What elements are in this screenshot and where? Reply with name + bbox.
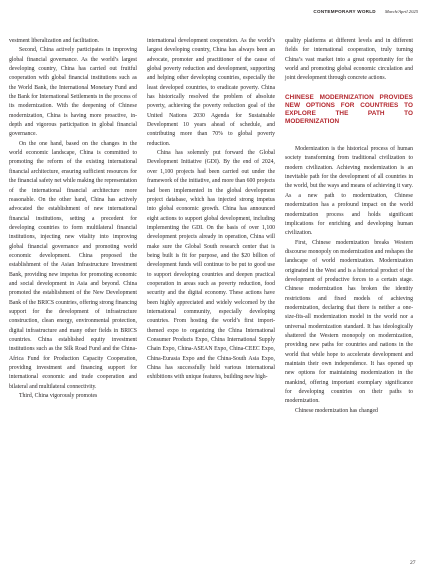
body-paragraph: quality platforms at different levels and in different fields for international cooperation, truly turning China’s vast market into a great opportunity for the world and promoting global economic circulation and joint development through concrete actions. <box>285 38 413 82</box>
body-paragraph: Third, China vigorously promotes <box>19 393 98 400</box>
text-column-right <box>285 37 413 416</box>
body-paragraph: vestment liberalization and facilitation. <box>9 38 100 44</box>
body-paragraph: Chinese modernization has changed <box>295 407 378 414</box>
body-paragraph: On the one hand, based on the changes in the world economic landscape, China is committed to promoting the reform of the existing international financial architecture, ensuring sufficient resources for the financial safety net while making the representation of the international financial architecture more reasonable. On the other hand, China has actively advocated the establishment of new international financial institutions, setting a precedent for developing countries to form multilateral financial institutions, injecting new vitality into improving global financial governance and promoting world economic development. China proposed the establishment of the Asian Infrastructure Investment Bank, providing new impetus for promoting economic and social development in Asia and beyond. China promoted the establishment of the New Development Bank of the BRICS countries, offering strong financing support for the development of infrastructure construction, clean energy, environmental protection, digital infrastructure and many other fields in BRICS countries. China established equity investment institutions such as the Silk Road Fund and the China-Africa Fund for Production Capacity Cooperation, providing investment and financing support for international economic and trade cooperation and bilateral and multilateral connectivity. <box>9 140 137 390</box>
publication-name: CONTEMPORARY WORLD <box>313 9 376 14</box>
page-number: 27 <box>410 560 416 566</box>
running-header <box>282 9 418 15</box>
body-paragraph: Modernization is the historical process of human society transforming from traditional civilization to modern civilization. Achieving modernization is an inevitable path for the development of all countries in the world, but the ways and means of achieving it vary. As a new path to modernization, Chinese modernization has a profound impact on the world modernization process and holds significant implications for enriching and developing human civilization. <box>285 146 413 237</box>
body-paragraph: Second, China actively participates in improving global financial governance. As the world’s largest developing country, China has carried out fruitful cooperation with global financial institutions such as the World Bank, the International Monetary Fund and the Bank for International Settlements in the process of its modernization. With the deepening of Chinese modernization, China is having more proactive, in-depth and vigorous participation in global financial governance. <box>9 47 137 138</box>
section-heading: CHINESE MODERNIZATION PROVIDES NEW OPTIONS FOR COUNTRIES TO EXPLORE THE PATH TO MODERNIZATION <box>285 93 413 125</box>
text-column-left <box>9 37 137 401</box>
body-paragraph: international development cooperation. As the world’s largest developing country, China has always been an advocate, promoter and practitioner of the cause of global poverty reduction and development, supporting and helping other developing countries, especially the least developed countries, to eradicate poverty. China has historically resolved the problem of absolute poverty, achieving the poverty reduction goal of the United Nations 2030 Agenda for Sustainable Development 10 years ahead of schedule, and contributing more than 70% to global poverty reduction. <box>147 38 275 147</box>
text-column-middle <box>147 37 275 383</box>
body-paragraph: China has solemnly put forward the Global Development Initiative (GDI). By the end of 2024, over 1,100 projects had been carried out under the framework of the initiative, and more than 600 projects had been implemented in the global development project database, which has injected strong impetus into global economic growth. China has announced eight actions to support global development, including implementing the GDI. On the basis of over 1,100 development projects already in operation, China will make sure the Global South research center that is being built is fit for purpose, and the $20 billion of development funds will continue to be put to good use to support developing countries and deepen practical cooperation in areas such as poverty reduction, food security and the digital economy. These actions have been highly appreciated and widely welcomed by the international community, especially developing countries. From hosting the world’s first import-themed expo to organizing the China International Consumer Products Expo, China International Supply Chain Expo, China-ASEAN Expo, China-CEEC Expo, China-Eurasia Expo and the China-South Asia Expo, China has successfully held various international exhibitions with unique features, building new high- <box>147 150 275 381</box>
body-paragraph: First, Chinese modernization breaks Western discourse monopoly on modernization and reshapes the landscape of world modernization. Modernization originated in the West and is a historical product of the development of productive forces to a certain stage. Chinese modernization has broken the identity restrictions and fixed models of achieving modernization, declaring that there is neither a one-size-fits-all modernization model in the world nor a universal modernization standard. It has ideologically shattered the Western monopoly on modernization, providing new paths for countries and nations in the world that while hope to accelerate development and maintain their own independence. It has opened up new options for maintaining modernization in the mankind, offering important exemplary significance for developing countries on their paths to modernization. <box>285 239 413 405</box>
issue-date: March/April 2025 <box>384 9 418 14</box>
